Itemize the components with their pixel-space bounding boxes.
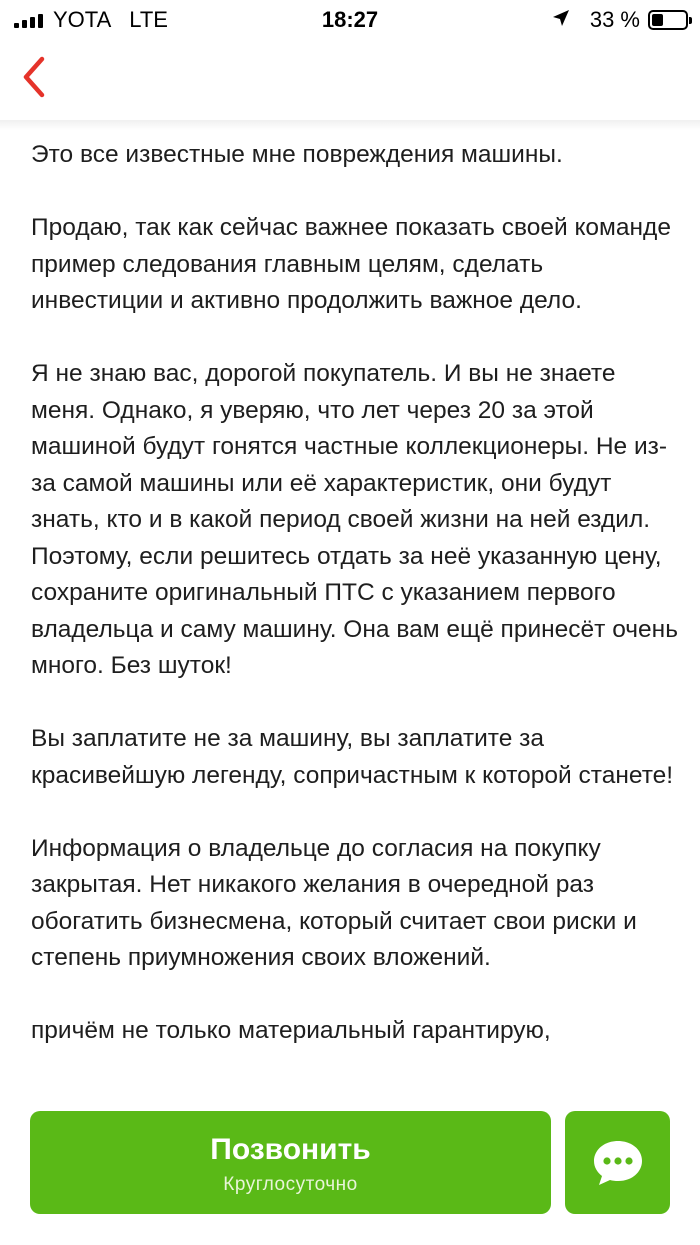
carrier-name: YOTA [53, 7, 112, 32]
ad-description [31, 137, 681, 1086]
description-paragraph: Вы заплатите не за машину, вы заплатите за красивейшую легенду, сопричастным к которой станете! [31, 725, 674, 789]
status-right [552, 7, 688, 33]
battery-percent: 33 % [589, 7, 640, 32]
nav-shadow [0, 120, 700, 130]
back-button[interactable] [8, 52, 58, 102]
battery-fill [652, 14, 663, 26]
call-button-label: Позвонить [210, 1133, 371, 1166]
location-arrow-icon [552, 7, 570, 33]
nav-bar [0, 40, 700, 125]
description-paragraph: Это все известные мне повреждения машины. [31, 141, 563, 168]
battery-cap [689, 17, 692, 24]
status-time: 18:27 [321, 7, 379, 32]
description-paragraph: Я не знаю вас, дорогой покупатель. И вы не знаете меня. Однако, я уверяю, что лет через 20 за этой машиной будут гонятся частные коллекционеры. Не из-за самой машины или её характеристик, они будут знать, кто и в какой период своей жизни на ней ездил. Поэтому, если решитесь отдать за неё указанную цену, сохраните оригинальный ПТС с указанием первого владельца и саму машину. Она вам ещё принесёт очень много. Без шуток! [31, 360, 678, 679]
description-paragraph: Информация о владельце до согласия на покупку закрытая. Нет никакого желания в очередной раз обогатить бизнесмена, который считает свои риски и степень приумножения своих вложений. [31, 834, 637, 971]
battery-icon [648, 10, 688, 30]
chat-bubble-icon [591, 1138, 645, 1188]
network-type: LTE [129, 7, 168, 32]
description-paragraph: Продаю, так как сейчас важнее показать своей команде пример следования главным целям, сделать инвестиции и активно продолжить важное дело. [31, 214, 671, 314]
chat-button[interactable] [565, 1111, 670, 1214]
status-bar [0, 0, 700, 40]
call-button-sublabel: Круглосуточно [223, 1174, 358, 1195]
call-button[interactable] [30, 1111, 551, 1214]
description-partial-line: причём не только материальный гарантирую, [31, 1017, 551, 1044]
chevron-left-icon [18, 55, 48, 99]
